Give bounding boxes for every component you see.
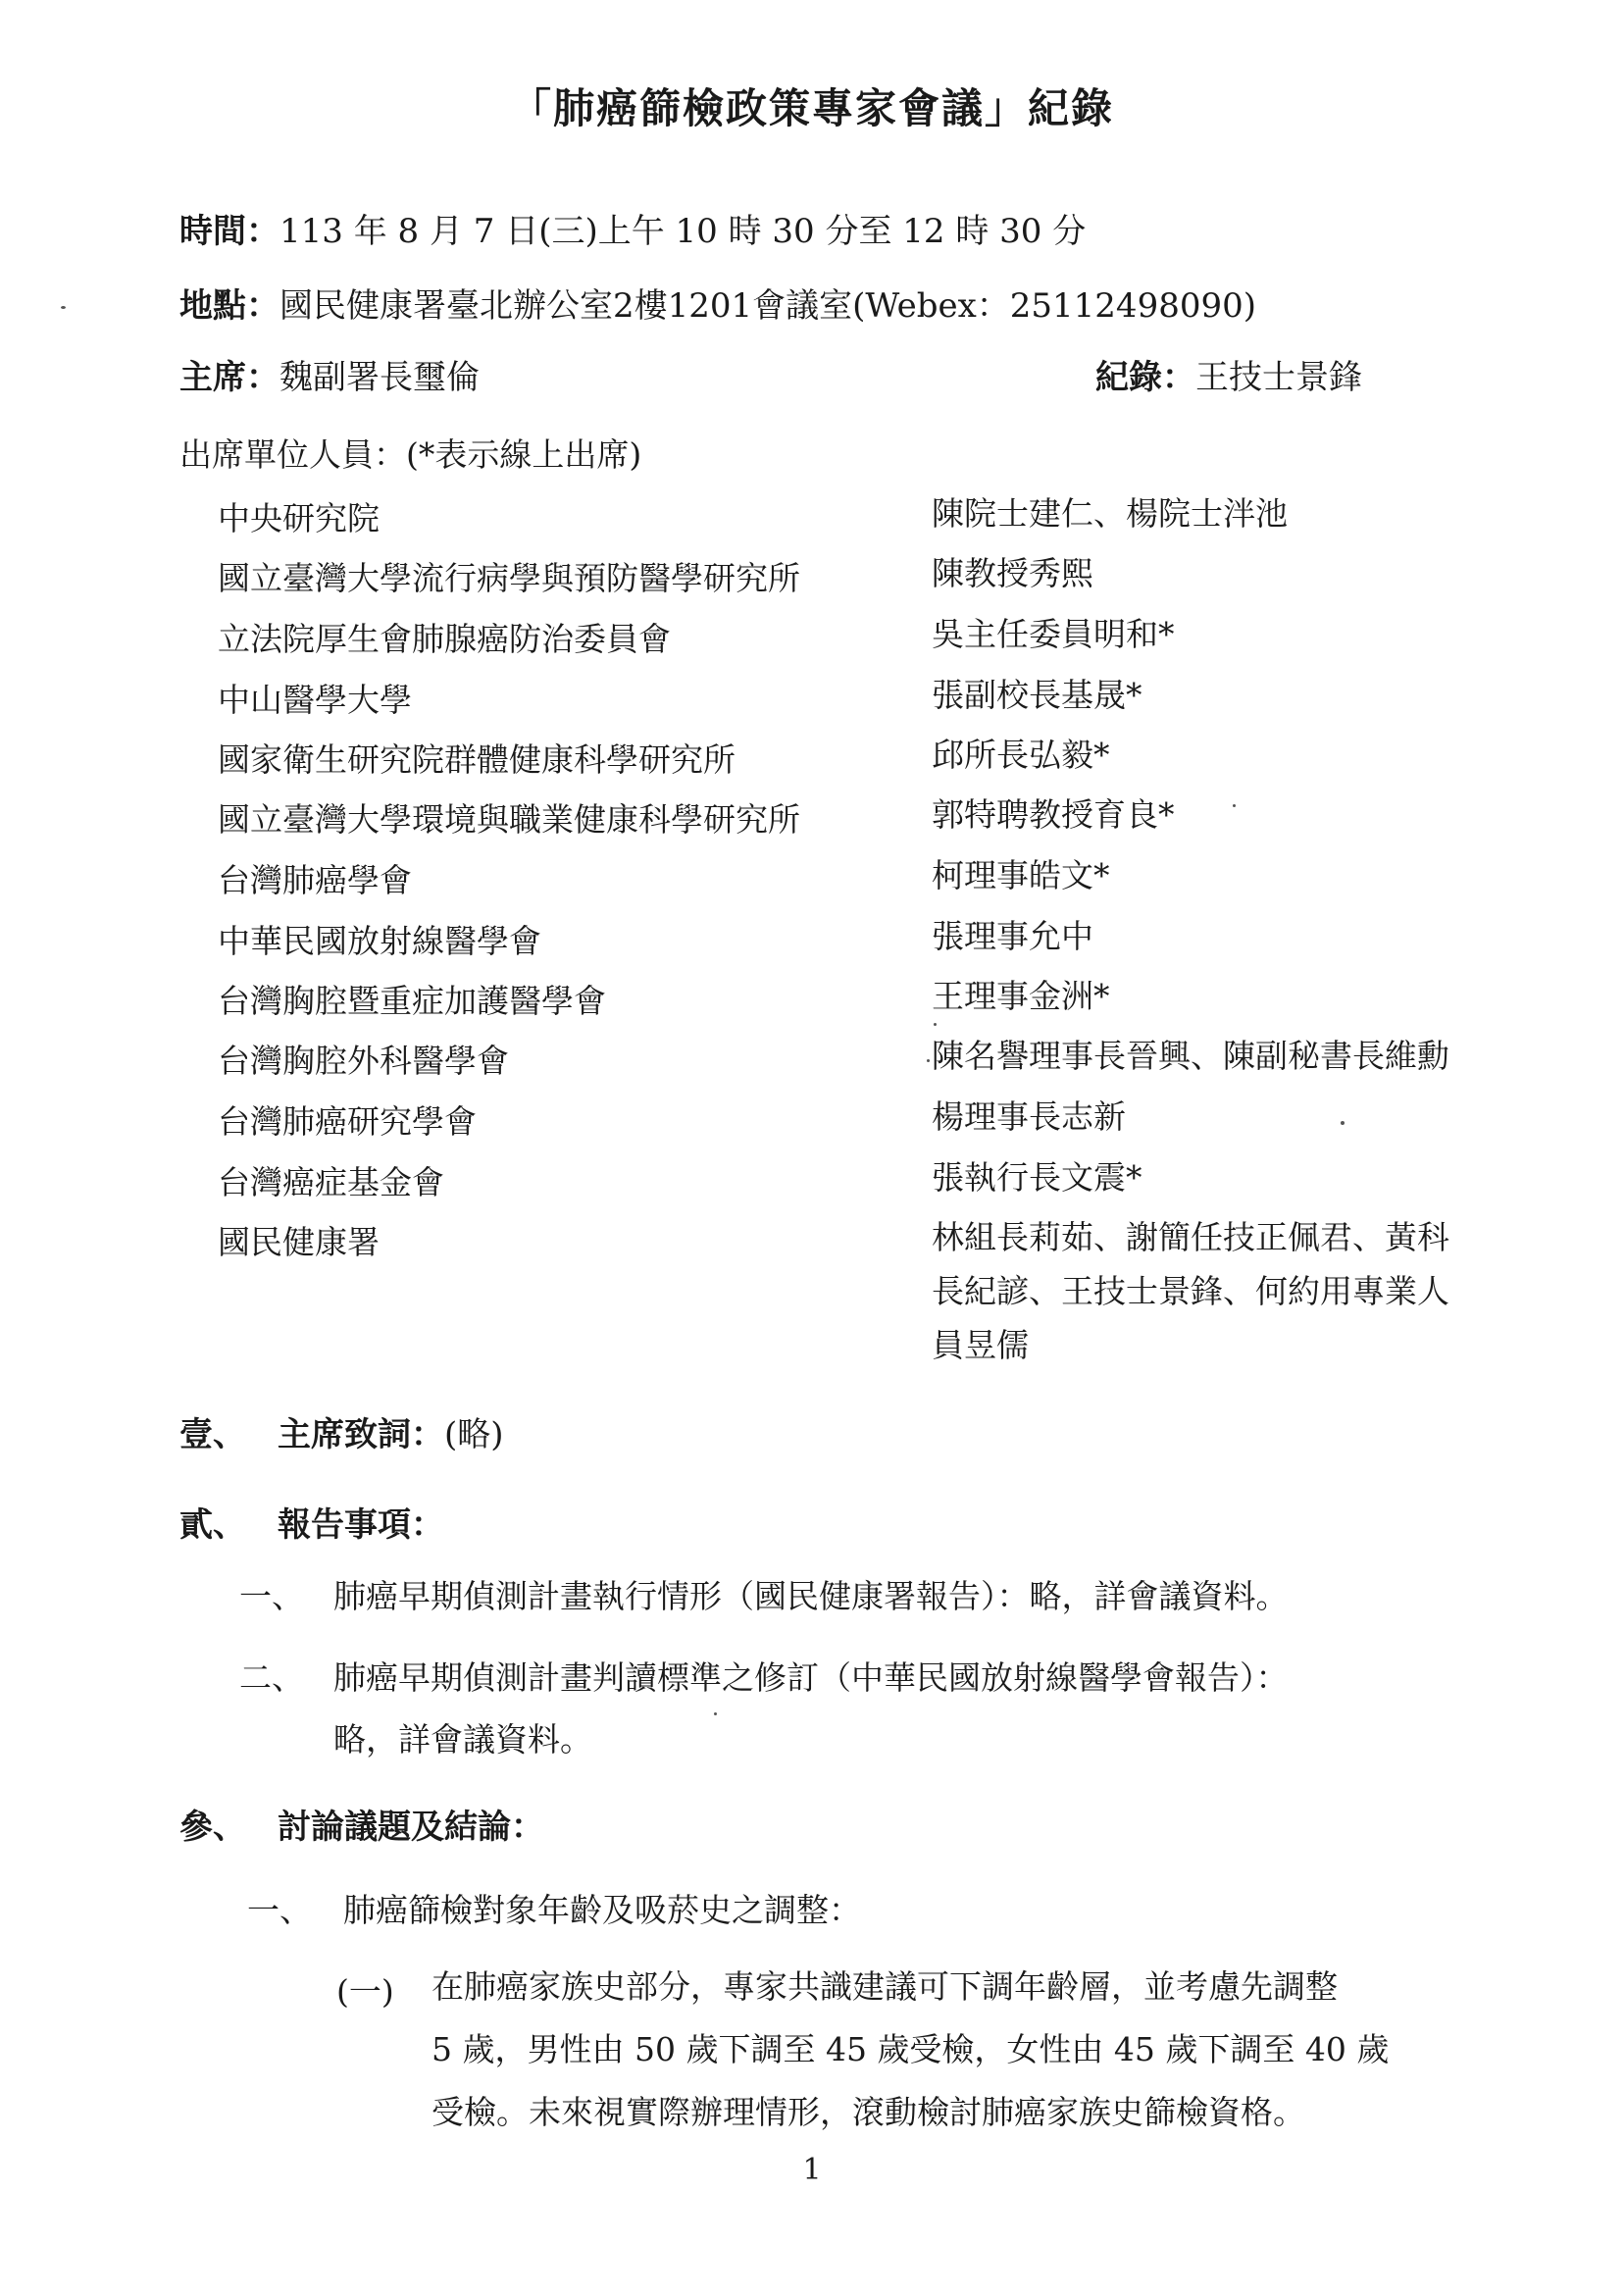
section-one-title: 主席致詞： [278,1415,444,1454]
item-text-continued: 略，詳會議資料。 [333,1720,592,1759]
chair-value: 魏副署長璽倫 [279,358,480,397]
scan-speck [934,1023,937,1026]
sub-item-line: 5 歲，男性由 50 歲下調至 45 歲受檢，女性由 45 歲下調至 40 歲 [431,2030,1390,2068]
scan-speck [714,1712,717,1715]
section-title: 報告事項： [278,1505,444,1545]
scan-speck [927,1059,930,1062]
sub-item-line: 在肺癌家族史部分，專家共識建議可下調年齡層，並考慮先調整 [431,1967,1338,2006]
meeting-place [179,279,1256,327]
sub-item-line: 受檢。未來視實際辦理情形，滾動檢討肺癌家族史篩檢資格。 [431,2093,1305,2131]
time-label: 時間： [179,212,279,251]
attendee-people: 柯理事皓文* [932,856,1110,894]
attendee-people: 員昱儒 [932,1326,1029,1364]
attendee-people: 吳主任委員明和* [932,615,1175,653]
attendee-unit: 中華民國放射線醫學會 [218,922,541,960]
attendee-unit: 台灣肺癌研究學會 [218,1102,477,1141]
attendee-people: 陳教授秀熙 [932,554,1093,592]
attendee-people: 邱所長弘毅* [932,736,1110,774]
attendee-unit: 台灣胸腔暨重症加護醫學會 [218,982,606,1020]
attendee-people: 長紀諺、王技士景鋒、何約用專業人 [932,1272,1449,1310]
meeting-chair [179,350,480,398]
time-value: 113 年 8 月 7 日(三)上午 10 時 30 分至 12 時 30 分 [279,212,1087,251]
section-number: 壹、 [179,1415,246,1454]
sub-item-number: (一) [336,1972,394,2011]
attendee-people: 楊理事長志新 [932,1097,1126,1136]
item-text: 肺癌早期偵測計畫判讀標準之修訂（中華民國放射線醫學會報告）： [333,1658,1289,1697]
attendee-unit: 立法院厚生會肺腺癌防治委員會 [218,620,671,658]
attendee-people: 林組長莉茹、謝簡任技正佩君、黃科 [932,1218,1449,1256]
attendee-unit: 台灣肺癌學會 [218,861,412,899]
attendee-people: 陳院士建仁、楊院士泮池 [932,494,1288,533]
section-title [278,1407,504,1455]
attendee-unit: 國民健康署 [218,1223,380,1261]
attendee-unit: 中央研究院 [218,499,380,537]
attendee-people: 王理事金洲* [932,977,1110,1015]
attendees-heading: 出席單位人員：(*表示線上出席) [179,435,642,474]
place-label: 地點： [179,286,279,326]
attendee-unit: 國立臺灣大學環境與職業健康科學研究所 [218,800,800,839]
scan-speck [1341,1121,1345,1125]
attendee-unit: 國家衛生研究院群體健康科學研究所 [218,740,736,779]
attendee-unit: 國立臺灣大學流行病學與預防醫學研究所 [218,559,800,597]
section-number: 貳、 [179,1505,246,1545]
attendee-people: 張理事允中 [932,917,1093,955]
item-text: 肺癌篩檢對象年齡及吸菸史之調整： [343,1891,861,1929]
attendee-people: 郭特聘教授育良* [932,795,1175,834]
meeting-recorder [1095,350,1362,398]
scan-speck [61,306,66,309]
recorder-label: 紀錄： [1095,358,1195,397]
attendee-unit: 台灣胸腔外科醫學會 [218,1042,509,1080]
section-number: 參、 [179,1808,246,1847]
attendee-unit: 中山醫學大學 [218,681,412,719]
item-number: 一、 [239,1577,304,1615]
meeting-time [179,204,1086,252]
item-number: 二、 [239,1658,304,1697]
scan-speck [1233,804,1236,807]
document-title: 「肺癌篩檢政策專家會議」紀錄 [509,84,1114,132]
attendee-people: 張副校長基晟* [932,676,1142,714]
place-value: 國民健康署臺北辦公室2樓1201會議室(Webex：25112498090) [279,286,1256,326]
chair-label: 主席： [179,358,279,397]
item-number: 一、 [247,1891,312,1929]
attendee-people: 張執行長文震* [932,1158,1142,1197]
recorder-value: 王技士景鋒 [1195,358,1362,397]
section-one-note: (略) [444,1415,504,1454]
page-number: 1 [802,2153,822,2187]
attendee-people: 陳名譽理事長晉興、陳副秘書長維勳 [932,1037,1449,1075]
item-text: 肺癌早期偵測計畫執行情形（國民健康署報告）：略，詳會議資料。 [333,1577,1289,1615]
section-title: 討論議題及結論： [278,1808,544,1847]
attendee-unit: 台灣癌症基金會 [218,1163,444,1201]
